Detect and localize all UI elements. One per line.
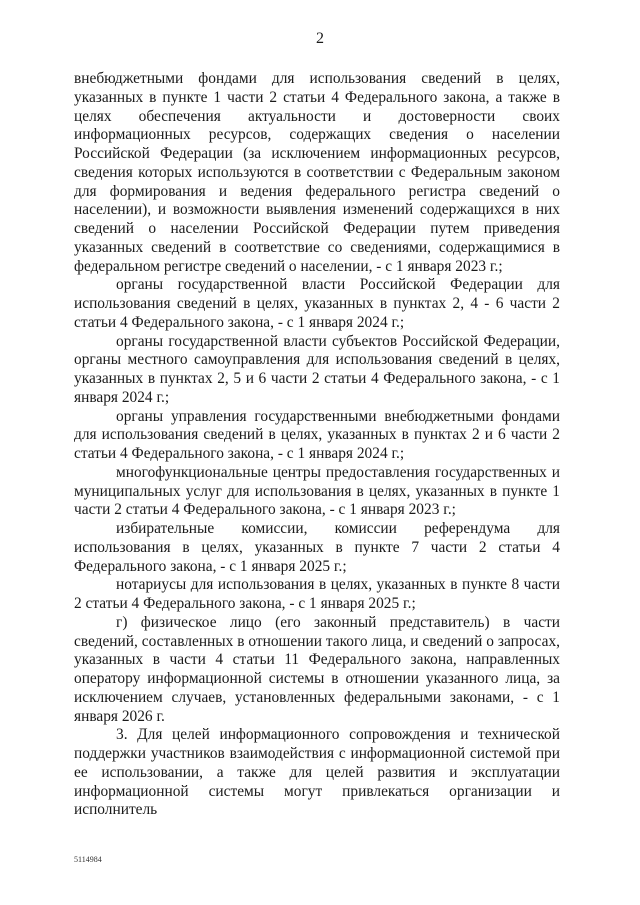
paragraph-regional-authorities: органы государственной власти субъектов Российской Федерации, органы местного самоуправления для использования сведений в целях, указанных в пунктах 2, 5 и 6 части 2 статьи 4 Федерального закона, - с 1 января 2024 г.; bbox=[74, 332, 560, 406]
paragraph-notaries: нотариусы для использования в целях, указанных в пункте 8 части 2 статьи 4 Федерального закона, - с 1 января 2025 г.; bbox=[74, 576, 560, 612]
page-number: 2 bbox=[316, 30, 324, 47]
paragraph-item-3: 3. Для целей информационного сопровождения и технической поддержки участников взаимодействия с информационной системой при ее использовании, а также для целей развития и эксплуатации информационной системы могут привлекаться организации и исполнитель bbox=[74, 726, 560, 819]
document-code: 5114984 bbox=[74, 855, 102, 864]
paragraph-individual: г) физическое лицо (его законный представитель) в части сведений, составленных в отношении такого лица, и сведений о запросах, указанных в части 4 статьи 11 Федерального закона, направленных оператору информационной системы в отношении указанного лица, за исключением случаев, установленных федеральными законами, - с 1 января 2026 г. bbox=[74, 613, 560, 725]
paragraph-extrabudgetary-funds: органы управления государственными внебюджетными фондами для использования сведений в целях, указанных в пунктах 2 и 6 части 2 статьи 4 Федерального закона, - с 1 января 2024 г.; bbox=[74, 407, 560, 462]
paragraph-multifunctional-centers: многофункциональные центры предоставления государственных и муниципальных услуг для использования в целях, указанных в пункте 1 части 2 статьи 4 Федерального закона, - с 1 января 2023 г.; bbox=[74, 463, 560, 519]
paragraph-continuation: внебюджетными фондами для использования сведений в целях, указанных в пункте 1 части 2 статьи 4 Федерального закона, а также в целях обеспечения актуальности и достоверности своих информационных ресурсов, содержащих сведения о населении Российской Федерации (за исключением информационных ресурсов, сведения которых используются в соответствии с Федеральным законом для формирования и ведения федерального регистра сведений о населении), и возможности выявления изменений содержащихся в них сведений о населении Российской Федерации путем приведения указанных сведений в соответствие со сведениями, содержащимися в федеральном регистре сведений о населении, - с 1 января 2023 г.; bbox=[74, 70, 560, 275]
paragraph-election-commissions: избирательные комиссии, комиссии референдума для использования в целях, указанных в пункте 7 части 2 статьи 4 Федерального закона, - с 1 января 2025 г.; bbox=[74, 520, 560, 575]
paragraph-federal-authorities: органы государственной власти Российской Федерации для использования сведений в целях, указанных в пунктах 2, 4 - 6 части 2 статьи 4 Федерального закона, - с 1 января 2024 г.; bbox=[74, 276, 560, 331]
document-body bbox=[74, 70, 560, 820]
